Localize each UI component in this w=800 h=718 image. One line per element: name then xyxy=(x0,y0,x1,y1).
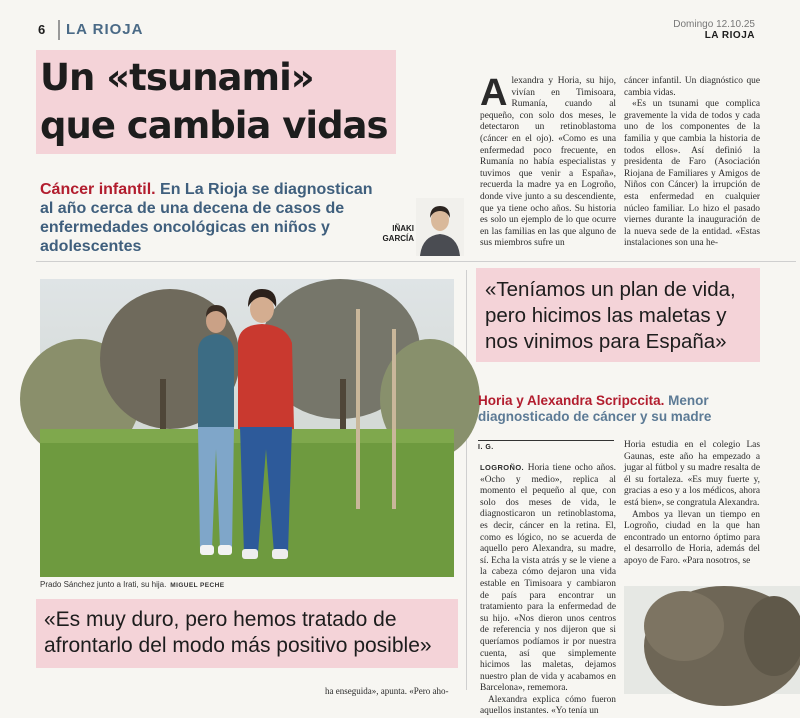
sidebar-col2-p2: Ambos ya llevan un tiempo en Logroño, ciudad en la que han encontrado un entorno óptimo para el desarrollo de Horia, además del apoyo de Faro. «Para nosotros, se xyxy=(624,509,760,566)
subtitle xyxy=(40,180,390,256)
byline-rule xyxy=(478,440,614,441)
pull-quote-top: «Teníamos un plan de vida, pero hicimos las maletas y nos vinimos para España» xyxy=(476,268,760,362)
vertical-rule xyxy=(466,270,467,690)
article-col1-text: lexandra y Horia, su hijo, vivían en Timisoara, Rumanía, cuando al pequeño, con solo dos meses, le detectaron un retinoblastoma (cáncer en el ojo). «Como es una enfermedad poco frecuente, en Rumanía no había especialistas y tuvimos que venir a España», recuerda la madre ya en Logroño, donde vive junto a su descendiente, que ya tiene ocho años. Su historia es solo un ejemplo de lo que ocurre en las familias en las que alguno de sus miembros sufre un xyxy=(480,76,616,249)
article-column-1 xyxy=(480,72,616,250)
sidebar-headline xyxy=(478,393,778,425)
caption-text: Prado Sánchez junto a Irati, su hija. xyxy=(40,580,167,589)
sidebar-column-2 xyxy=(624,440,760,568)
page-number: 6 xyxy=(38,22,46,37)
subtitle-text: En La Rioja se diagnostican al año cerca de una decena de casos de enfermedades oncológicas en niños y adolescentes xyxy=(40,181,373,255)
headline-line-2: que cambia vidas xyxy=(40,104,388,147)
sidebar-subtitle: Menor diagnosticado de cáncer y su madre xyxy=(478,393,712,424)
author-first-name: IÑAKI xyxy=(392,224,414,233)
author-last-name: GARCÍA xyxy=(382,234,414,243)
photo-credit: MIGUEL PECHE xyxy=(170,582,225,589)
bottom-text-fragment: ha enseguida», apunta. «Pero aho- xyxy=(325,686,449,696)
horizontal-rule xyxy=(36,261,796,262)
subtitle-kicker: Cáncer infantil. xyxy=(40,181,156,198)
author-name xyxy=(374,224,414,244)
header-brand: LA RIOJA xyxy=(704,30,755,41)
sidebar-col1-text: Horia tiene ocho años. «Ocho y medio», replica al momento el pequeño al que, con solo dos meses de vida, le diagnosticaron un retinoblastoma, es decir, cáncer en la retina. El, como es lógico, no se acuerda de aquello pero Alexandra, su madre, sí. Echa la vista atrás y se le viene a la cabeza cómo dejaron una vida estable en Timisoara y cambiaron de país para encontrar un tratamiento para la enfermedad de su hijo. «Nos dieron unos centros de referencia y nos dijeron que si queríamos podíamos ir por nuestra cuenta, así que simplemente hicimos las maletas, dejamos nuestro plan de vida y acabamos en Barcelona», rememora. xyxy=(480,463,616,694)
header-date: Domingo 12.10.25 xyxy=(673,19,755,30)
sidebar-col1-p2: Alexandra explica cómo fueron aquellos instantes. «Yo tenía un xyxy=(480,694,616,717)
main-photo xyxy=(40,279,454,577)
header-divider xyxy=(58,20,60,40)
sidebar-kicker: Horia y Alexandra Scripccita. xyxy=(478,393,665,408)
headline-line-1: Un «tsunami» xyxy=(40,56,314,99)
author-photo xyxy=(416,198,464,256)
photo-caption xyxy=(40,580,454,589)
sidebar-col2-p1: Horia estudia en el colegio Las Gaunas, este año ha empezado a jugar al fútbol y su madre resalta de él su fortaleza. «Es muy fuerte y, gracias a eso y a los médicos, ahora está bien», se congratula Alexandra. xyxy=(624,440,760,508)
pull-quote-bottom: «Es muy duro, pero hemos tratado de afrontarlo del modo más positivo posible» xyxy=(36,599,458,668)
section-name: LA RIOJA xyxy=(66,21,144,38)
drop-cap: A xyxy=(480,72,508,114)
sidebar-column-1 xyxy=(480,462,616,718)
sidebar-byline: I. G. xyxy=(478,444,494,451)
article-column-2 xyxy=(624,76,760,250)
article-col2-p2: «Es un tsunami que complica gravemente la vida de todos y cada uno de los componentes de la familia y que cambia la historia de todos ellos». Así definió la presidenta de Faro (Asociación Riojana de Familiares y Amigos de Niños con Cáncer) la irrupción de esta enfermedad en cualquier núcleo familiar. Lo hizo el pasado viernes durante la inauguración de la nueva sede de la entidad. «Estas instalaciones son una he- xyxy=(624,99,760,249)
main-headline xyxy=(36,50,396,154)
dateline: LOGROÑO. xyxy=(480,463,525,472)
tree-photo xyxy=(624,586,800,694)
article-col2-p1: cáncer infantil. Un diagnóstico que cambia vidas. xyxy=(624,76,760,98)
